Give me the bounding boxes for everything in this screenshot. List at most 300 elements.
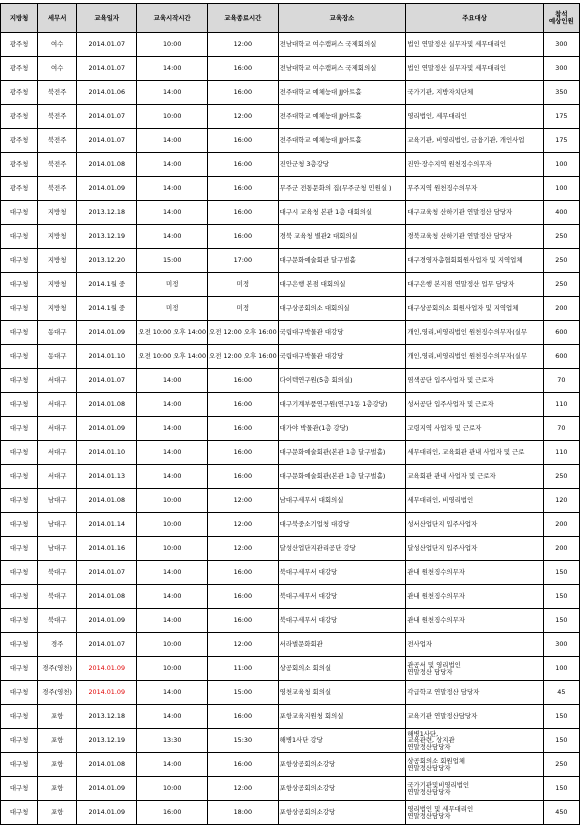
cell-start-time: 10:00 — [137, 633, 208, 657]
table-row — [1, 633, 580, 657]
cell-end-time: 16:00 — [208, 129, 279, 153]
cell-start-time: 10:00 — [137, 657, 208, 681]
cell-attendance: 450 — [543, 801, 579, 825]
header-venue: 교육장소 — [278, 4, 406, 33]
cell-venue: 대가야 박물관(1층 강당) — [278, 417, 406, 441]
table-row — [1, 33, 580, 57]
cell-target: 교육회관 관내 사업자 및 근로자 — [406, 465, 543, 489]
cell-date: 2014.01.09 — [77, 801, 137, 825]
cell-target: 영리법인 및 세무대리인 연말정산담당자 — [406, 801, 543, 825]
cell-venue: 북대구세무서 대강당 — [278, 585, 406, 609]
cell-attendance: 45 — [543, 681, 579, 705]
cell-attendance: 175 — [543, 129, 579, 153]
cell-region: 대구청 — [1, 513, 38, 537]
cell-office: 북전주 — [38, 129, 77, 153]
table-row — [1, 561, 580, 585]
cell-target: 관내 원천징수의무자 — [406, 609, 543, 633]
cell-target: 대구은행 본지점 연말정산 업무 담당자 — [406, 273, 543, 297]
cell-date: 2014.1월 중 — [77, 297, 137, 321]
cell-start-time: 미정 — [137, 273, 208, 297]
cell-target: 해병1사단, 교육관련, 상지관 연말정산담당자 — [406, 729, 543, 753]
table-row — [1, 753, 580, 777]
cell-target: 상공회의소 회원업체 연말정산담당자 — [406, 753, 543, 777]
cell-attendance: 250 — [543, 753, 579, 777]
cell-region: 대구청 — [1, 201, 38, 225]
cell-office: 포항 — [38, 729, 77, 753]
cell-date: 2014.01.07 — [77, 561, 137, 585]
cell-office: 북대구 — [38, 585, 77, 609]
cell-office: 지방청 — [38, 273, 77, 297]
cell-region: 대구청 — [1, 609, 38, 633]
table-row — [1, 81, 580, 105]
cell-target: 개인,영리,비영리법인 원천징수의무자(실무 — [406, 345, 543, 369]
cell-attendance: 600 — [543, 321, 579, 345]
cell-end-time: 12:00 — [208, 489, 279, 513]
cell-end-time: 16:00 — [208, 81, 279, 105]
cell-venue: 북대구세무서 대강당 — [278, 609, 406, 633]
cell-date: 2014.01.07 — [77, 369, 137, 393]
cell-venue: 전남대학교 여수캠퍼스 국제회의실 — [278, 33, 406, 57]
table-row — [1, 777, 580, 801]
cell-venue: 대구시 교육청 본관 1층 대회의실 — [278, 201, 406, 225]
cell-region: 대구청 — [1, 657, 38, 681]
cell-attendance: 300 — [543, 57, 579, 81]
cell-start-time: 10:00 — [137, 777, 208, 801]
cell-office: 지방청 — [38, 249, 77, 273]
cell-venue: 국립대구박물관 대강당 — [278, 345, 406, 369]
table-body — [1, 33, 580, 825]
cell-start-time: 14:00 — [137, 681, 208, 705]
cell-end-time: 18:00 — [208, 801, 279, 825]
cell-end-time: 16:00 — [208, 153, 279, 177]
cell-start-time: 오전 10:00 오후 14:00 — [137, 345, 208, 369]
cell-venue: 전주대학교 예체능대 JJ아트홀 — [278, 129, 406, 153]
cell-end-time: 16:00 — [208, 441, 279, 465]
cell-region: 대구청 — [1, 249, 38, 273]
cell-target: 각급학교 연말정산 담당자 — [406, 681, 543, 705]
cell-date: 2014.01.07 — [77, 633, 137, 657]
table-row — [1, 393, 580, 417]
cell-target: 세무대리인, 교육회관 관내 사업자 및 근로 — [406, 441, 543, 465]
header-region: 지방청 — [1, 4, 38, 33]
cell-region: 광주청 — [1, 177, 38, 201]
cell-target: 법인 연말정산 실무자및 세무대리인 — [406, 57, 543, 81]
cell-target: 전사업자 — [406, 633, 543, 657]
cell-office: 포항 — [38, 801, 77, 825]
cell-office: 북대구 — [38, 561, 77, 585]
cell-date: 2014.01.09 — [77, 417, 137, 441]
header-date: 교육일자 — [77, 4, 137, 33]
cell-date: 2014.01.10 — [77, 441, 137, 465]
cell-target: 관공서 및 영리법인 연말정산 담당자 — [406, 657, 543, 681]
cell-attendance: 250 — [543, 465, 579, 489]
cell-region: 대구청 — [1, 801, 38, 825]
cell-venue: 진안군청 3층강당 — [278, 153, 406, 177]
cell-target: 고령지역 사업자 및 근로자 — [406, 417, 543, 441]
cell-venue: 북대구세무서 대강당 — [278, 561, 406, 585]
cell-target: 교육기관 연말정산담당자 — [406, 705, 543, 729]
header-end-time: 교육종료시간 — [208, 4, 279, 33]
cell-region: 광주청 — [1, 33, 38, 57]
cell-start-time: 14:00 — [137, 57, 208, 81]
cell-office: 남대구 — [38, 489, 77, 513]
cell-target: 법인 연말정산 실무자및 세무대리인 — [406, 33, 543, 57]
table-row — [1, 105, 580, 129]
cell-venue: 서라벌문화회관 — [278, 633, 406, 657]
cell-region: 대구청 — [1, 729, 38, 753]
cell-end-time: 미정 — [208, 273, 279, 297]
cell-region: 대구청 — [1, 753, 38, 777]
cell-venue: 대구은행 본점 대회의실 — [278, 273, 406, 297]
table-row — [1, 465, 580, 489]
cell-region: 대구청 — [1, 537, 38, 561]
cell-end-time: 16:00 — [208, 753, 279, 777]
cell-date: 2014.01.09 — [77, 681, 137, 705]
table-row — [1, 129, 580, 153]
cell-attendance: 120 — [543, 489, 579, 513]
cell-date: 2014.01.16 — [77, 537, 137, 561]
cell-region: 대구청 — [1, 561, 38, 585]
cell-region: 대구청 — [1, 369, 38, 393]
cell-target: 교육기관, 비영리법인, 금융기관, 개인사업 — [406, 129, 543, 153]
cell-date: 2014.01.06 — [77, 81, 137, 105]
cell-date: 2014.01.10 — [77, 345, 137, 369]
cell-start-time: 14:00 — [137, 417, 208, 441]
cell-venue: 경북 교육청 별관2 대회의실 — [278, 225, 406, 249]
cell-target: 관내 원천징수의무자 — [406, 585, 543, 609]
table-row — [1, 201, 580, 225]
cell-target: 세무대리인, 비영리법인 — [406, 489, 543, 513]
cell-attendance: 150 — [543, 609, 579, 633]
cell-target: 성서공단 입주사업자 및 근로자 — [406, 393, 543, 417]
cell-venue: 다이텍연구원(5층 회의실) — [278, 369, 406, 393]
table-row — [1, 321, 580, 345]
cell-target: 무주지역 원천징수의무자 — [406, 177, 543, 201]
cell-end-time: 11:00 — [208, 657, 279, 681]
cell-office: 서대구 — [38, 369, 77, 393]
table-row — [1, 369, 580, 393]
cell-office: 북전주 — [38, 177, 77, 201]
cell-office: 지방청 — [38, 297, 77, 321]
cell-date: 2014.01.07 — [77, 129, 137, 153]
table-row — [1, 585, 580, 609]
table-row — [1, 249, 580, 273]
cell-attendance: 200 — [543, 513, 579, 537]
cell-office: 서대구 — [38, 393, 77, 417]
cell-venue: 포항상공회의소강당 — [278, 777, 406, 801]
cell-office: 서대구 — [38, 417, 77, 441]
table-row — [1, 153, 580, 177]
cell-attendance: 150 — [543, 705, 579, 729]
cell-date: 2013.12.18 — [77, 201, 137, 225]
cell-start-time: 14:00 — [137, 81, 208, 105]
cell-office: 북전주 — [38, 153, 77, 177]
cell-date: 2014.01.09 — [77, 321, 137, 345]
cell-venue: 전주대학교 예체능대 JJ아트홀 — [278, 105, 406, 129]
cell-start-time: 14:00 — [137, 153, 208, 177]
cell-start-time: 오전 10:00 오후 14:00 — [137, 321, 208, 345]
table-header — [1, 4, 580, 33]
cell-region: 광주청 — [1, 153, 38, 177]
table-row — [1, 57, 580, 81]
cell-target: 경북교육청 산하기관 연말정산 담당자 — [406, 225, 543, 249]
cell-start-time: 14:00 — [137, 225, 208, 249]
cell-venue: 상공회의소 회의실 — [278, 657, 406, 681]
cell-region: 대구청 — [1, 273, 38, 297]
table-row — [1, 417, 580, 441]
cell-office: 경주 — [38, 633, 77, 657]
cell-date: 2014.01.13 — [77, 465, 137, 489]
cell-target: 대구경영자총협회회원사업자 및 지역업체 — [406, 249, 543, 273]
cell-end-time: 16:00 — [208, 201, 279, 225]
cell-end-time: 미정 — [208, 297, 279, 321]
cell-date: 2014.01.08 — [77, 489, 137, 513]
cell-start-time: 14:00 — [137, 369, 208, 393]
cell-target: 진안·장수지역 원천징수의무자 — [406, 153, 543, 177]
cell-office: 여수 — [38, 33, 77, 57]
cell-end-time: 12:00 — [208, 105, 279, 129]
cell-attendance: 150 — [543, 561, 579, 585]
table-row — [1, 681, 580, 705]
cell-target: 영리법인, 세무대리인 — [406, 105, 543, 129]
cell-office: 서대구 — [38, 465, 77, 489]
cell-date: 2014.1월 중 — [77, 273, 137, 297]
cell-office: 서대구 — [38, 441, 77, 465]
cell-start-time: 10:00 — [137, 513, 208, 537]
cell-date: 2014.01.08 — [77, 153, 137, 177]
cell-region: 대구청 — [1, 489, 38, 513]
cell-attendance: 200 — [543, 297, 579, 321]
cell-start-time: 14:00 — [137, 705, 208, 729]
cell-attendance: 110 — [543, 393, 579, 417]
table-row — [1, 273, 580, 297]
cell-attendance: 100 — [543, 657, 579, 681]
table-row — [1, 705, 580, 729]
cell-date: 2014.01.09 — [77, 609, 137, 633]
cell-start-time: 14:00 — [137, 441, 208, 465]
cell-office: 여수 — [38, 57, 77, 81]
cell-region: 광주청 — [1, 129, 38, 153]
cell-attendance: 150 — [543, 585, 579, 609]
cell-venue: 전남대학교 여수캠퍼스 국제회의실 — [278, 57, 406, 81]
cell-venue: 대구기계부품연구원(연구1동 1층강당) — [278, 393, 406, 417]
cell-attendance: 300 — [543, 633, 579, 657]
cell-region: 대구청 — [1, 321, 38, 345]
cell-attendance: 100 — [543, 153, 579, 177]
cell-end-time: 16:00 — [208, 417, 279, 441]
cell-office: 포항 — [38, 753, 77, 777]
cell-region: 대구청 — [1, 393, 38, 417]
cell-attendance: 150 — [543, 777, 579, 801]
cell-attendance: 250 — [543, 273, 579, 297]
cell-end-time: 15:00 — [208, 681, 279, 705]
header-start-time: 교육시작시간 — [137, 4, 208, 33]
cell-date: 2013.12.20 — [77, 249, 137, 273]
cell-office: 남대구 — [38, 513, 77, 537]
cell-start-time: 14:00 — [137, 585, 208, 609]
cell-start-time: 14:00 — [137, 465, 208, 489]
cell-office: 동대구 — [38, 345, 77, 369]
cell-end-time: 오전 12:00 오후 16:00 — [208, 345, 279, 369]
cell-start-time: 14:00 — [137, 129, 208, 153]
cell-end-time: 16:00 — [208, 561, 279, 585]
cell-date: 2014.01.08 — [77, 393, 137, 417]
cell-start-time: 14:00 — [137, 393, 208, 417]
cell-target: 달성산업단지 입주사업자 — [406, 537, 543, 561]
cell-attendance: 300 — [543, 33, 579, 57]
table-row — [1, 225, 580, 249]
cell-target: 국가기관, 지방자치단체 — [406, 81, 543, 105]
cell-end-time: 12:00 — [208, 513, 279, 537]
cell-attendance: 70 — [543, 417, 579, 441]
cell-region: 대구청 — [1, 465, 38, 489]
cell-venue: 대구문화예술회관 달구벌홀 — [278, 249, 406, 273]
cell-date: 2014.01.07 — [77, 57, 137, 81]
cell-target: 성서산업단지 입주사업자 — [406, 513, 543, 537]
cell-attendance: 400 — [543, 201, 579, 225]
cell-date: 2013.12.19 — [77, 729, 137, 753]
cell-end-time: 16:00 — [208, 177, 279, 201]
cell-end-time: 12:00 — [208, 537, 279, 561]
cell-end-time: 15:30 — [208, 729, 279, 753]
cell-region: 광주청 — [1, 105, 38, 129]
cell-attendance: 175 — [543, 105, 579, 129]
header-target: 주요대상 — [406, 4, 543, 33]
cell-venue: 무주군 전통문화의 집(무주군청 민원실 ) — [278, 177, 406, 201]
cell-attendance: 100 — [543, 177, 579, 201]
cell-venue: 달성산업단지관리공단 강당 — [278, 537, 406, 561]
table-row — [1, 801, 580, 825]
cell-attendance: 350 — [543, 81, 579, 105]
cell-start-time: 10:00 — [137, 105, 208, 129]
cell-start-time: 16:00 — [137, 801, 208, 825]
cell-date: 2014.01.09 — [77, 657, 137, 681]
cell-end-time: 16:00 — [208, 705, 279, 729]
cell-venue: 포항교육지원청 회의실 — [278, 705, 406, 729]
cell-start-time: 10:00 — [137, 537, 208, 561]
cell-venue: 해병1사단 강당 — [278, 729, 406, 753]
table-row — [1, 441, 580, 465]
cell-date: 2014.01.07 — [77, 33, 137, 57]
table-row — [1, 657, 580, 681]
cell-start-time: 13:30 — [137, 729, 208, 753]
cell-region: 대구청 — [1, 417, 38, 441]
cell-start-time: 10:00 — [137, 33, 208, 57]
cell-office: 북대구 — [38, 609, 77, 633]
cell-end-time: 12:00 — [208, 33, 279, 57]
table-row — [1, 489, 580, 513]
cell-venue: 포항상공회의소강당 — [278, 801, 406, 825]
cell-attendance: 70 — [543, 369, 579, 393]
cell-end-time: 16:00 — [208, 465, 279, 489]
cell-region: 광주청 — [1, 57, 38, 81]
cell-office: 북전주 — [38, 105, 77, 129]
cell-office: 경주(영천) — [38, 681, 77, 705]
cell-region: 대구청 — [1, 345, 38, 369]
cell-date: 2013.12.19 — [77, 225, 137, 249]
education-schedule-table — [0, 3, 580, 825]
header-attendance: 참석 예상인원 — [543, 4, 579, 33]
cell-attendance: 200 — [543, 537, 579, 561]
cell-office: 북전주 — [38, 81, 77, 105]
table-row — [1, 729, 580, 753]
cell-office: 포항 — [38, 705, 77, 729]
cell-end-time: 12:00 — [208, 777, 279, 801]
cell-start-time: 14:00 — [137, 561, 208, 585]
cell-attendance: 110 — [543, 441, 579, 465]
cell-office: 경주(영천) — [38, 657, 77, 681]
cell-end-time: 12:00 — [208, 633, 279, 657]
cell-end-time: 16:00 — [208, 225, 279, 249]
header-row — [1, 4, 580, 33]
cell-start-time: 14:00 — [137, 177, 208, 201]
cell-venue: 국립대구박물관 대강당 — [278, 321, 406, 345]
cell-start-time: 14:00 — [137, 609, 208, 633]
cell-attendance: 150 — [543, 729, 579, 753]
cell-attendance: 600 — [543, 345, 579, 369]
cell-venue: 대구북중소기업청 대강당 — [278, 513, 406, 537]
cell-region: 대구청 — [1, 441, 38, 465]
cell-start-time: 15:00 — [137, 249, 208, 273]
cell-end-time: 16:00 — [208, 393, 279, 417]
cell-office: 동대구 — [38, 321, 77, 345]
cell-region: 대구청 — [1, 225, 38, 249]
table-row — [1, 177, 580, 201]
cell-venue: 포항상공회의소강당 — [278, 753, 406, 777]
cell-venue: 남대구세무서 대회의실 — [278, 489, 406, 513]
cell-start-time: 10:00 — [137, 489, 208, 513]
cell-target: 대구상공회의소 회원사업자 및 지역업체 — [406, 297, 543, 321]
cell-attendance: 250 — [543, 225, 579, 249]
cell-region: 광주청 — [1, 81, 38, 105]
cell-start-time: 14:00 — [137, 753, 208, 777]
cell-end-time: 16:00 — [208, 585, 279, 609]
table-row — [1, 345, 580, 369]
table-row — [1, 609, 580, 633]
cell-venue: 대구문화예술회관(본관 1층 달구벌홀) — [278, 465, 406, 489]
cell-date: 2013.12.18 — [77, 705, 137, 729]
cell-office: 포항 — [38, 777, 77, 801]
cell-target: 대구교육청 산하기관 연말정산 담당자 — [406, 201, 543, 225]
cell-region: 대구청 — [1, 705, 38, 729]
cell-end-time: 16:00 — [208, 57, 279, 81]
cell-date: 2014.01.07 — [77, 105, 137, 129]
header-office: 세무서 — [38, 4, 77, 33]
cell-end-time: 16:00 — [208, 609, 279, 633]
cell-attendance: 250 — [543, 249, 579, 273]
cell-target: 염색공단 입주사업자 및 근로자 — [406, 369, 543, 393]
cell-start-time: 14:00 — [137, 201, 208, 225]
table-row — [1, 297, 580, 321]
cell-end-time: 17:00 — [208, 249, 279, 273]
cell-end-time: 오전 12:00 오후 16:00 — [208, 321, 279, 345]
cell-region: 대구청 — [1, 777, 38, 801]
cell-venue: 전주대학교 예체능대 JJ아트홀 — [278, 81, 406, 105]
cell-region: 대구청 — [1, 633, 38, 657]
cell-region: 대구청 — [1, 297, 38, 321]
cell-target: 국가기관및비영리법인 연말정산담당자 — [406, 777, 543, 801]
cell-office: 지방청 — [38, 201, 77, 225]
cell-date: 2014.01.09 — [77, 177, 137, 201]
cell-target: 개인,영리,비영리법인 원천징수의무자(실무 — [406, 321, 543, 345]
cell-office: 지방청 — [38, 225, 77, 249]
cell-end-time: 16:00 — [208, 369, 279, 393]
cell-region: 대구청 — [1, 681, 38, 705]
cell-office: 남대구 — [38, 537, 77, 561]
cell-venue: 영천교육청 회의실 — [278, 681, 406, 705]
cell-date: 2014.01.08 — [77, 753, 137, 777]
cell-target: 관내 원천징수의무자 — [406, 561, 543, 585]
